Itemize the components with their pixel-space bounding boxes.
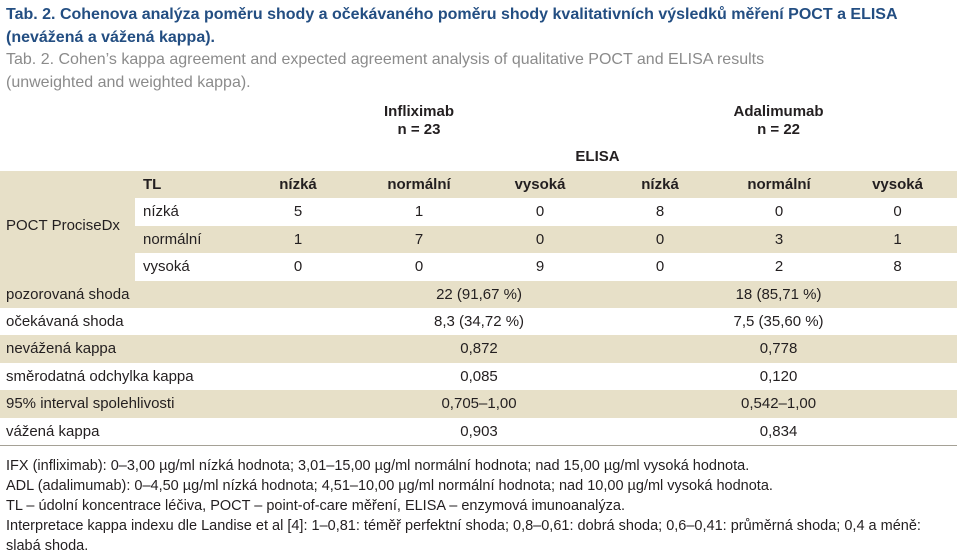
level-header: TL xyxy=(135,171,238,198)
stat-value-adalimumab: 7,5 (35,60 %) xyxy=(733,313,824,331)
stat-row-unweighted-kappa xyxy=(0,335,957,362)
stat-row-weighted-kappa xyxy=(0,418,957,446)
infliximab-count: 9 xyxy=(535,258,545,276)
caption-cz-line-1: Tab. 2. Cohenova analýza poměru shody a očekávaného poměru shody kvalitativních výsledků měření POCT a ELISA xyxy=(6,6,898,23)
elisa-level-header: vysoká xyxy=(480,171,600,198)
stat-value-adalimumab: 18 (85,71 %) xyxy=(600,281,957,308)
stat-row-expected-agreement xyxy=(0,308,957,335)
stat-value-adalimumab: 0,542–1,00 xyxy=(600,390,957,417)
footnote-line: ADL (adalimumab): 0–4,50 µg/ml nízká hodnota; 4,51–10,00 µg/ml normální hodnota; nad 10,00 µg/ml vysoká hodnota. xyxy=(6,478,773,494)
reference-method-header: ELISA xyxy=(575,148,620,165)
infliximab-count: 1 xyxy=(414,203,424,221)
stat-value-infliximab: 0,872 xyxy=(358,335,600,362)
poct-level-label: normální xyxy=(135,226,238,253)
group-header-adalimumab xyxy=(600,99,957,143)
group-count: n = 22 xyxy=(757,121,801,138)
kappa-table xyxy=(0,99,957,446)
footnote-line: IFX (infliximab): 0–3,00 µg/ml nízká hodnota; 3,01–15,00 µg/ml normální hodnota; nad 15,00 µg/ml vysoká hodnota. xyxy=(6,458,750,474)
stat-label: vážená kappa xyxy=(0,418,358,446)
adalimumab-count: 0 xyxy=(774,203,784,221)
stat-label: nevážená kappa xyxy=(0,335,358,362)
elisa-level-header: normální xyxy=(720,171,838,198)
infliximab-count: 1 xyxy=(238,226,358,253)
stat-value-infliximab: 22 (91,67 %) xyxy=(358,281,600,308)
adalimumab-count: 0 xyxy=(600,226,720,253)
stat-value-adalimumab: 0,120 xyxy=(759,367,798,385)
group-header-infliximab xyxy=(238,99,600,143)
poct-level-label: vysoká xyxy=(143,258,190,276)
adalimumab-count: 1 xyxy=(838,226,957,253)
footnote-line: slabá shoda. xyxy=(6,538,89,554)
elisa-level-header: nízká xyxy=(600,171,720,198)
footnote-line: TL – údolní koncentrace léčiva, POCT – point-of-care měření, ELISA – enzymová imunoanalýza. xyxy=(6,498,625,514)
caption-en-line-2: (unweighted and weighted kappa). xyxy=(6,74,251,92)
adalimumab-count: 2 xyxy=(774,258,784,276)
adalimumab-count: 8 xyxy=(655,203,665,221)
adalimumab-count: 8 xyxy=(893,258,902,276)
stat-value-infliximab: 0,705–1,00 xyxy=(358,390,600,417)
stat-label: očekávaná shoda xyxy=(6,313,124,331)
elisa-level-header: nízká xyxy=(238,171,358,198)
stat-row-confidence-interval xyxy=(0,390,957,417)
infliximab-count: 0 xyxy=(414,258,424,276)
stat-value-infliximab: 0,085 xyxy=(460,367,498,385)
stat-label: pozorovaná shoda xyxy=(0,281,358,308)
footnote-line: Interpretace kappa indexu dle Landise et al [4]: 1–0,81: téměř perfektní shoda; 0,8–0,61: dobrá shoda; 0,6–0,41: průměrná shoda; 0,4 a méně: xyxy=(6,518,921,534)
poct-level-label: nízká xyxy=(143,203,179,221)
adalimumab-count: 0 xyxy=(655,258,665,276)
elisa-level-header: normální xyxy=(358,171,480,198)
empty-corner xyxy=(0,99,238,143)
matrix-row-nizka xyxy=(0,198,957,225)
caption-en-line-1: Tab. 2. Cohen’s kappa agreement and expected agreement analysis of qualitative POCT and ELISA results xyxy=(6,51,765,69)
group-name: Adalimumab xyxy=(733,103,824,120)
adalimumab-count: 0 xyxy=(893,203,902,221)
adalimumab-count: 3 xyxy=(720,226,838,253)
stat-value-adalimumab: 0,778 xyxy=(600,335,957,362)
caption-cz-line-2: (nevážená a vážená kappa). xyxy=(6,28,215,46)
infliximab-count: 5 xyxy=(293,203,303,221)
stat-value-infliximab: 0,903 xyxy=(358,418,600,446)
group-header-row xyxy=(0,99,957,143)
matrix-row-normalni xyxy=(0,226,957,253)
test-method-label: POCT ProciseDx xyxy=(0,171,135,281)
infliximab-count: 0 xyxy=(480,226,600,253)
group-count: n = 23 xyxy=(397,121,441,138)
stat-value-adalimumab: 0,834 xyxy=(600,418,957,446)
infliximab-count: 0 xyxy=(535,203,545,221)
stat-label: směrodatná odchylka kappa xyxy=(6,367,194,385)
stat-row-observed-agreement xyxy=(0,281,957,308)
group-name: Infliximab xyxy=(384,103,455,120)
level-header-row xyxy=(0,171,957,198)
infliximab-count: 7 xyxy=(358,226,480,253)
elisa-level-header: vysoká xyxy=(838,171,957,198)
stat-row-kappa-sd xyxy=(0,363,957,390)
infliximab-count: 0 xyxy=(293,258,303,276)
reference-method-row xyxy=(0,143,957,171)
stat-value-infliximab: 8,3 (34,72 %) xyxy=(433,313,525,331)
table-footnotes xyxy=(6,456,954,556)
stat-label: 95% interval spolehlivosti xyxy=(0,390,358,417)
table-caption xyxy=(6,4,951,95)
matrix-row-vysoka xyxy=(0,253,957,280)
empty-corner xyxy=(0,143,238,171)
